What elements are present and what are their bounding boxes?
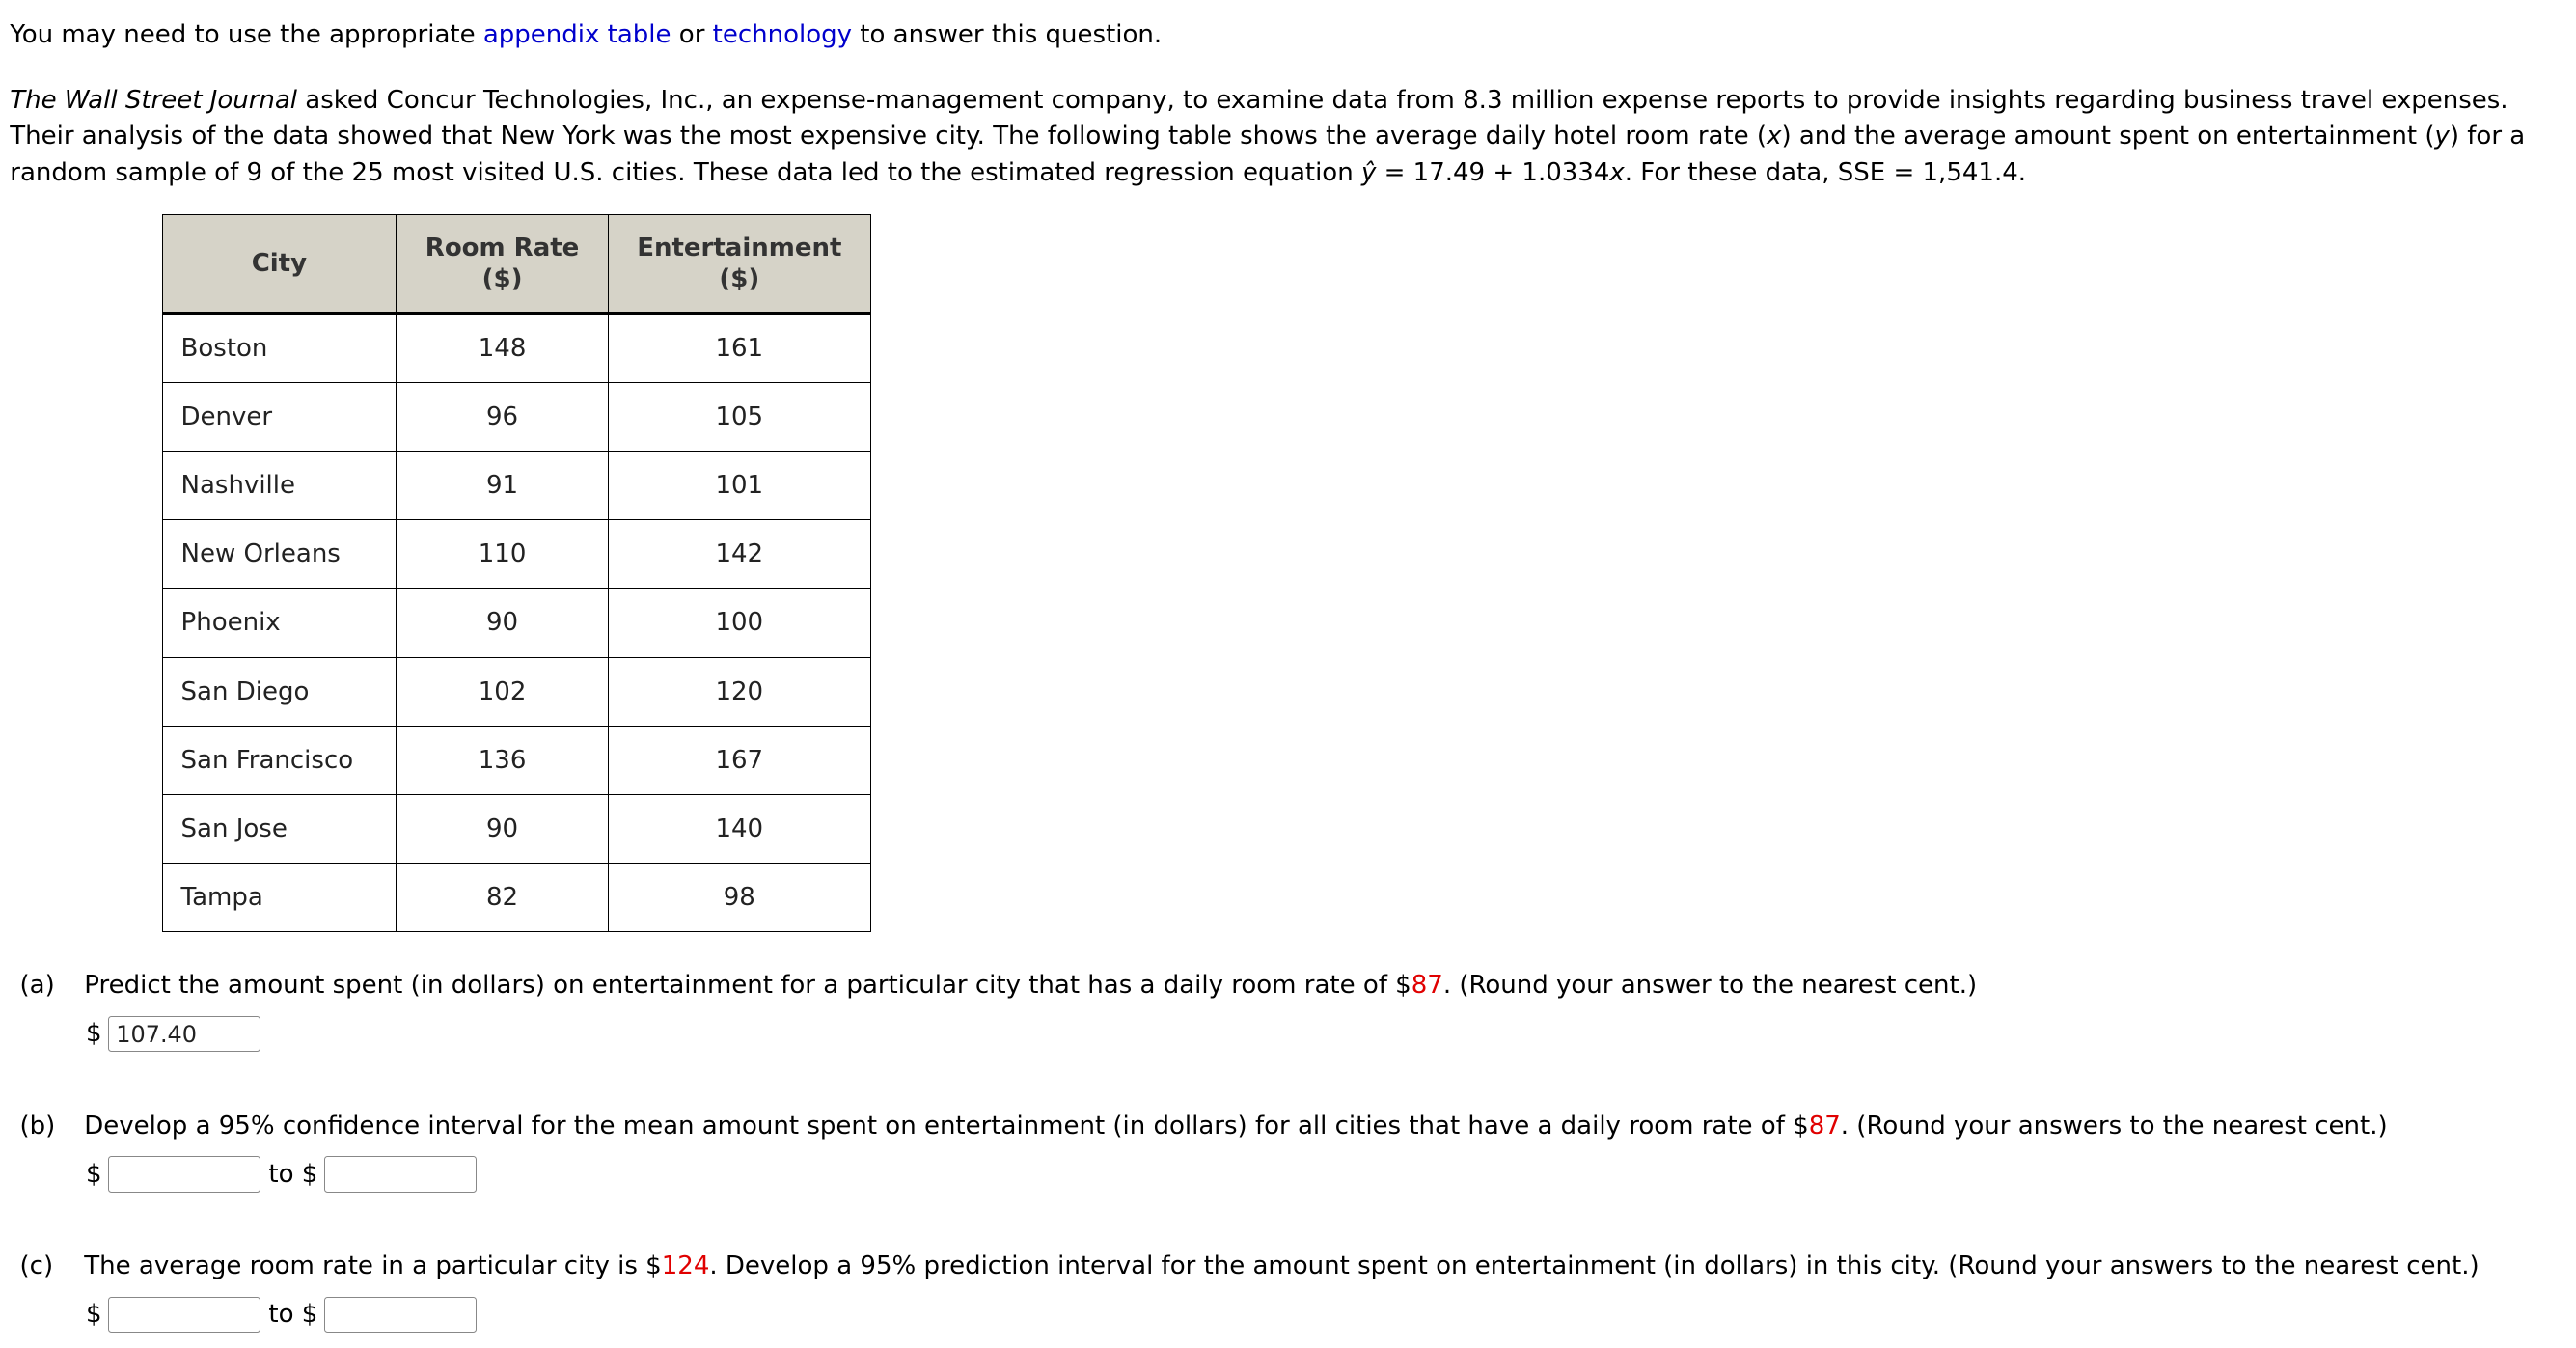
question-text: Predict the amount spent (in dollars) on entertainment for a particular city that has a daily room rate of $: [84, 971, 1411, 1001]
city-cell: Nashville: [162, 452, 396, 520]
table-row: [162, 657, 870, 726]
header-city: [162, 215, 396, 313]
answer-c-lower-input[interactable]: [108, 1297, 260, 1334]
highlight-value: 87: [1411, 971, 1443, 1001]
question-label: (c): [19, 1252, 54, 1281]
question-b: [20, 1112, 2388, 1141]
header-entertainment: [609, 215, 870, 313]
intro-text: to answer this question.: [852, 19, 1163, 49]
to-label: to $: [268, 1300, 318, 1330]
table-row: [162, 382, 870, 451]
var-x: x: [1609, 157, 1625, 187]
entertainment-cell: 105: [609, 382, 870, 451]
entertainment-cell: 98: [609, 864, 870, 932]
problem-description: [10, 83, 2572, 192]
question-a: [20, 971, 1978, 1000]
city-cell: Boston: [162, 313, 396, 382]
room-rate-cell: 90: [397, 589, 609, 657]
room-rate-cell: 90: [397, 794, 609, 863]
city-cell: San Diego: [162, 657, 396, 726]
answer-b: [86, 1156, 484, 1193]
table-row: [162, 726, 870, 794]
entertainment-cell: 161: [609, 313, 870, 382]
header-text: Room Rate: [425, 233, 580, 262]
header-room-rate: [397, 215, 609, 313]
text: Their analysis of the data showed that New York was the most expensive city. The following table shows the average daily hotel room rate (: [10, 122, 1768, 151]
room-rate-cell: 102: [397, 657, 609, 726]
city-cell: Phoenix: [162, 589, 396, 657]
answer-c-upper-input[interactable]: [324, 1297, 476, 1334]
table-row: [162, 864, 870, 932]
text: random sample of 9 of the 25 most visited U.S. cities. These data led to the estimated regression equation: [10, 157, 1361, 187]
text: ) for a: [2449, 122, 2526, 151]
header-text: Entertainment: [637, 233, 842, 262]
table-header-row: [162, 215, 870, 313]
dollar-sign: $: [85, 1300, 102, 1330]
var-x: x: [1767, 122, 1782, 151]
table-row: [162, 452, 870, 520]
question-text: Develop a 95% confidence interval for the mean amount spent on entertainment (in dollars) for all cities that have a daily room rate of $: [84, 1111, 1809, 1141]
dollar-sign: $: [85, 1159, 102, 1189]
header-unit: ($): [719, 264, 760, 294]
city-cell: New Orleans: [162, 520, 396, 589]
var-y: y: [2434, 122, 2450, 151]
question-text: . (Round your answer to the nearest cent.): [1442, 971, 1978, 1001]
data-table: [162, 214, 871, 932]
table-row: [162, 794, 870, 863]
entertainment-cell: 142: [609, 520, 870, 589]
text: . For these data, SSE = 1,541.4.: [1624, 157, 2027, 187]
intro-text: You may need to use the appropriate: [10, 19, 483, 49]
city-cell: Denver: [162, 382, 396, 451]
answer-b-lower-input[interactable]: [108, 1156, 260, 1193]
answer-a-input[interactable]: 107.40: [108, 1016, 260, 1053]
room-rate-cell: 148: [397, 313, 609, 382]
text: = 17.49 + 1.0334: [1376, 157, 1610, 187]
table-row: [162, 589, 870, 657]
dollar-sign: $: [85, 1019, 102, 1049]
question-text: . (Round your answers to the nearest cent.): [1840, 1111, 2388, 1141]
answer-a: [86, 1016, 268, 1053]
city-cell: San Francisco: [162, 726, 396, 794]
intro-line: [10, 20, 1162, 49]
table-row: [162, 520, 870, 589]
room-rate-cell: 82: [397, 864, 609, 932]
highlight-value: 124: [661, 1252, 710, 1281]
technology-link[interactable]: technology: [712, 19, 853, 49]
question-c: [20, 1252, 2480, 1280]
highlight-value: 87: [1808, 1111, 1841, 1141]
question-label: (b): [19, 1111, 56, 1141]
question-text: The average room rate in a particular city is $: [84, 1252, 662, 1281]
var-yhat: ŷ: [1360, 157, 1377, 187]
answer-b-upper-input[interactable]: [324, 1156, 476, 1193]
entertainment-cell: 120: [609, 657, 870, 726]
question-text: . Develop a 95% prediction interval for the amount spent on entertainment (in dollars) in this city. (Round your answers to the nearest cent.): [709, 1252, 2480, 1281]
table-row: [162, 313, 870, 382]
header-unit: ($): [481, 264, 523, 294]
room-rate-cell: 110: [397, 520, 609, 589]
city-cell: San Jose: [162, 794, 396, 863]
question-label: (a): [19, 971, 55, 1001]
entertainment-cell: 101: [609, 452, 870, 520]
to-label: to $: [268, 1159, 318, 1189]
text: asked Concur Technologies, Inc., an expense-management company, to examine data from 8.3 million expense reports to provide insights regarding business travel expenses.: [297, 85, 2508, 115]
answer-c: [86, 1297, 484, 1334]
room-rate-cell: 136: [397, 726, 609, 794]
entertainment-cell: 140: [609, 794, 870, 863]
room-rate-cell: 96: [397, 382, 609, 451]
text: ) and the average amount spent on entertainment (: [1781, 122, 2435, 151]
intro-text: or: [671, 19, 713, 49]
header-text: City: [251, 248, 308, 278]
entertainment-cell: 100: [609, 589, 870, 657]
entertainment-cell: 167: [609, 726, 870, 794]
room-rate-cell: 91: [397, 452, 609, 520]
city-cell: Tampa: [162, 864, 396, 932]
journal-name: The Wall Street Journal: [10, 85, 298, 115]
appendix-table-link[interactable]: appendix table: [482, 19, 671, 49]
